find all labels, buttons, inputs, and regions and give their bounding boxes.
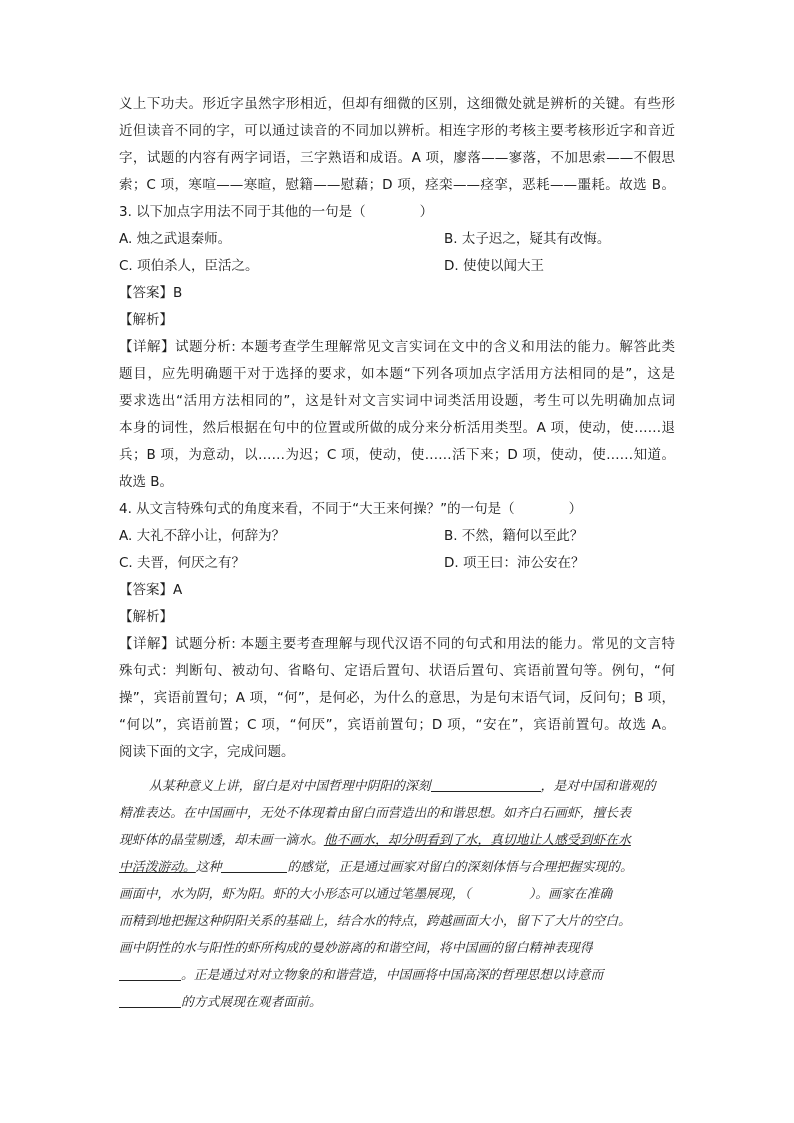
passage-line: 画中阴性的水与阳性的虾所构成的曼妙游离的和谐空间，将中国画的留白精神表现得: [119, 941, 593, 956]
q3-option-a: A. 烛之武退秦师。: [119, 231, 232, 247]
q4-option-d: D. 项王曰：沛公安在？: [444, 555, 585, 571]
question-4-options-row-2: [119, 550, 675, 577]
passage-text: 这种: [195, 860, 222, 875]
question-4-options-row-1: [119, 523, 675, 550]
intro-line: 义上下功夫。形近字虽然字形相近，但却有细微的区别，这细微处就是辨析的关键。有些形: [119, 96, 675, 112]
question-3-options-row-2: [119, 253, 675, 280]
question-3-stem: 3. 以下加点字用法不同于其他的一句是（ ）: [119, 204, 434, 220]
q4-option-a: A. 大礼不辞小让，何辞为？: [119, 528, 286, 544]
intro-line: 索；C 项，寒喧——寒暄，慰籍——慰藉；D 项，痉栾——痉挛，恶耗——噩耗。故选 B。: [119, 177, 675, 193]
passage-line: 而精到地把握这种阴阳关系的基础上，结合水的特点，跨越画面大小，留下了大片的空白。: [119, 914, 631, 929]
q3-analysis-label: 【解析】: [119, 312, 173, 328]
intro-line: 字，试题的内容有两字词语，三字熟语和成语。A 项，廖落——寥落，不加思索——不假思: [119, 150, 675, 166]
q3-detail-line: 兵；B 项，为意动，以……为迟；C 项，使动，使……活下来；D 项，使动，使……知道。: [119, 447, 675, 463]
question-3-options-row-1: [119, 226, 675, 253]
passage-text: ，是对中国和谐观的: [540, 779, 656, 794]
q4-option-c: C. 夫晋，何厌之有？: [119, 555, 246, 571]
passage-text: 画面中，水为阴，虾为阳。虾的大小形态可以通过笔墨展现，（: [119, 887, 471, 902]
q3-answer: 【答案】B: [119, 285, 183, 301]
passage-line: [119, 881, 675, 908]
q3-detail-line: 要求选出“活用方法相同的”，这是针对文言实词中词类活用设题，考生可以先明确加点词: [119, 393, 675, 409]
q4-detail-line: 殊句式：判断句、被动句、省略句、定语后置句、状语后置句、宾语前置句等。例句，“何: [119, 663, 675, 679]
answer-blank-1[interactable]: [431, 777, 541, 792]
q3-option-c: C. 项伯杀人，臣活之。: [119, 258, 259, 274]
q4-answer: 【答案】A: [119, 582, 183, 598]
q3-detail-line: 题目，应先明确题干对于选择的要求，如本题“下列各项加点字活用方法相同的是”，这是: [119, 366, 675, 382]
passage-line: [119, 989, 675, 1016]
reading-passage: [119, 773, 675, 1016]
passage-line: [119, 773, 675, 800]
passage-line: [119, 854, 675, 881]
passage-line: [119, 827, 675, 854]
intro-paragraph: [119, 91, 675, 766]
answer-blank-2[interactable]: [221, 858, 287, 873]
passage-text: 现虾体的晶莹剔透，却未画一滴水。: [119, 833, 324, 848]
passage-text: 。正是通过对对立物象的和谐营造，中国画将中国高深的哲理思想以诗意而: [181, 968, 604, 983]
q4-analysis-label: 【解析】: [119, 609, 173, 625]
q3-detail-line: 故选 B。: [119, 474, 174, 490]
q4-detail-line: “何以”，宾语前置；C 项，“何厌”，宾语前置句；D 项，“安在”，宾语前置句。故选 A。: [119, 717, 675, 733]
reading-prompt: 阅读下面的文字，完成问题。: [119, 744, 295, 760]
passage-text: 的感觉，正是通过画家对留白的深刻体悟与合理把握实现的。: [287, 860, 633, 875]
underlined-sentence: 中活泼游动。: [119, 860, 196, 875]
passage-line: [119, 962, 675, 989]
q3-option-b: B. 太子迟之，疑其有改悔。: [444, 231, 611, 247]
passage-text: ）。画家在准确: [528, 887, 613, 902]
passage-text: 从某种意义上讲，留白是对中国哲理中阴阳的深刻: [149, 779, 431, 794]
q3-detail-line: 【详解】试题分析: 本题考查学生理解常见文言实词在文中的含义和用法的能力。解答此类: [119, 339, 675, 355]
q3-detail-line: 本身的词性，然后根据在句中的位置或所做的成分来分析活用类型。A 项，使动，使……退: [119, 420, 675, 436]
q4-detail-line: 【详解】试题分析: 本题主要考查理解与现代汉语不同的句式和用法的能力。常见的文言特: [119, 636, 675, 652]
intro-line: 近但读音不同的字，可以通过读音的不同加以辨析。相连字形的考核主要考核形近字和音近: [119, 123, 675, 139]
q4-detail-line: 操”，宾语前置句；A 项，“何”，是何必，为什么的意思，为是句末语气词，反问句；B 项，: [119, 690, 675, 706]
passage-text: 的方式展现在观者面前。: [181, 995, 322, 1010]
question-4-stem: 4. 从文言特殊句式的角度来看，不同于“大王来何操？”的一句是（ ）: [119, 501, 583, 517]
answer-blank-4[interactable]: [119, 966, 181, 981]
q4-option-b: B. 不然，籍何以至此？: [444, 528, 584, 544]
passage-line: 精准表达。在中国画中，无处不体现着由留白而营造出的和谐思想。如齐白石画虾，擅长表: [119, 806, 631, 821]
q3-option-d: D. 使使以闻大王: [444, 258, 544, 274]
answer-blank-5[interactable]: [119, 993, 181, 1008]
underlined-sentence: 他不画水，却分明看到了水，真切地让人感受到虾在水: [323, 833, 631, 848]
